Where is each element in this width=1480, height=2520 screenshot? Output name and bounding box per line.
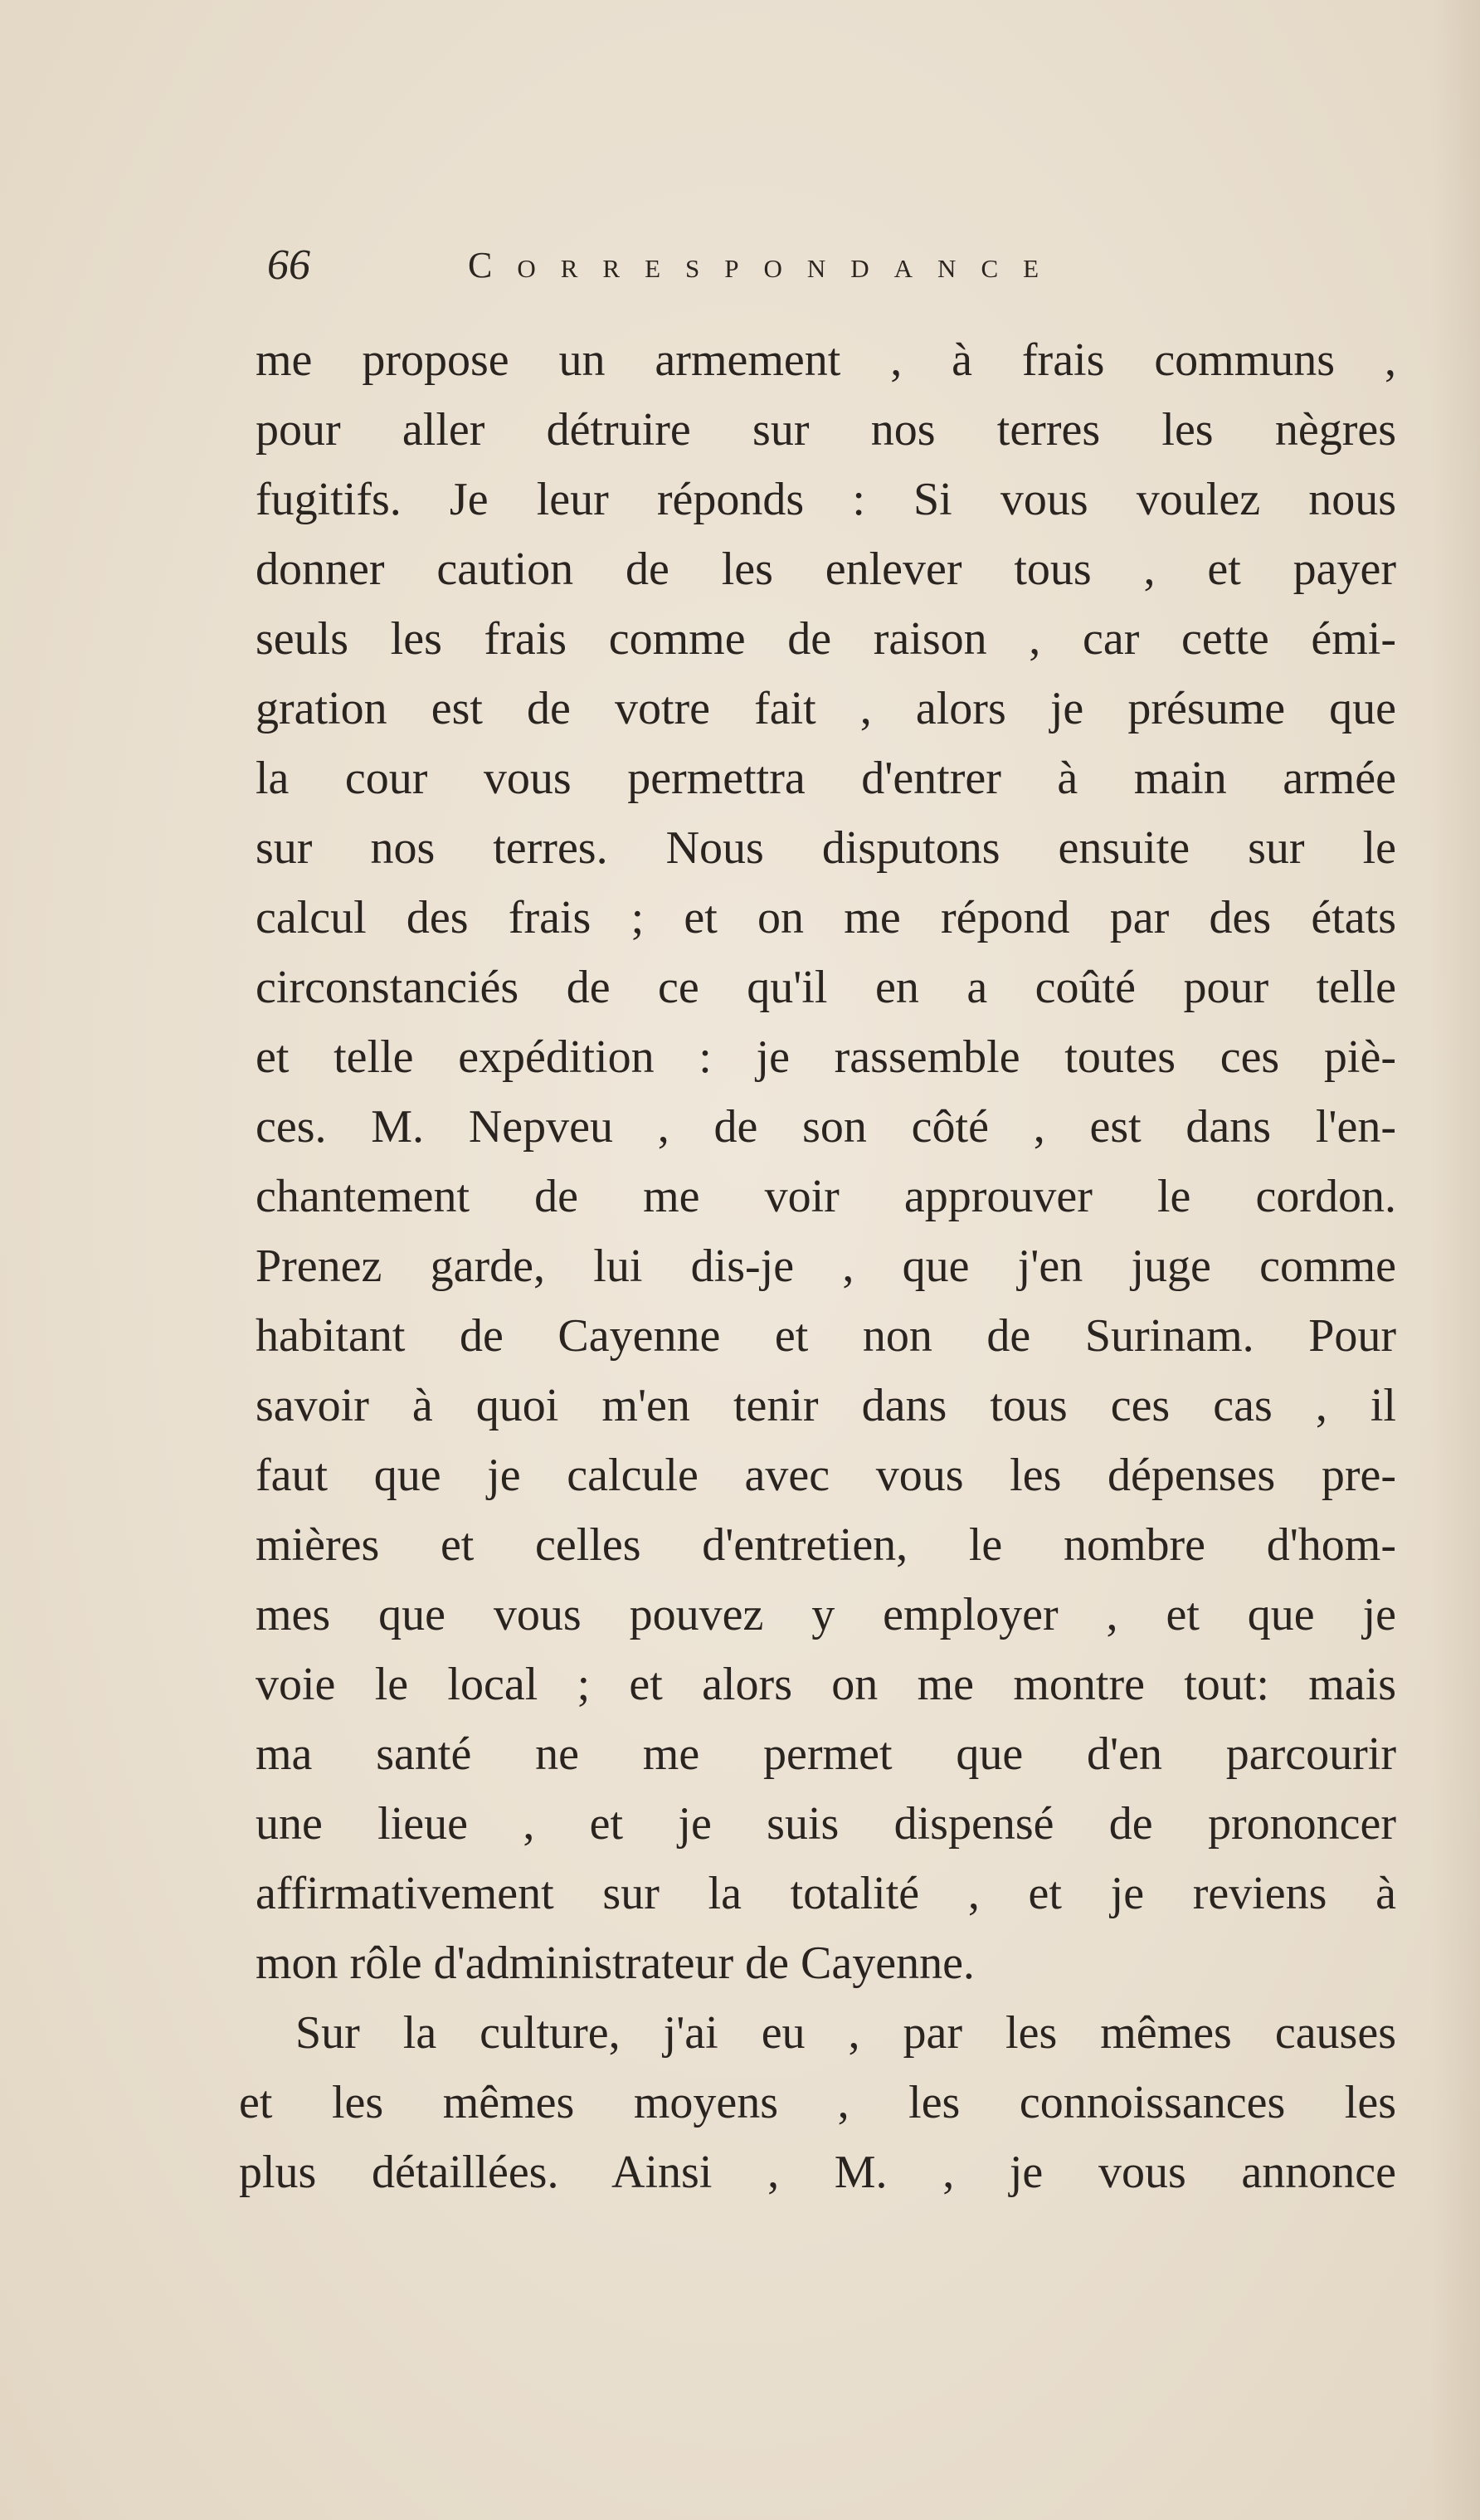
text-line: sur nos terres. Nous disputons ensuite sur le xyxy=(256,822,1396,874)
text-line: habitant de Cayenne et non de Surinam. Pour xyxy=(256,1310,1396,1362)
text-line: voie le local ; et alors on me montre tout: mais xyxy=(256,1659,1396,1710)
text-line: calcul des frais ; et on me répond par des états xyxy=(256,892,1396,943)
text-line: une lieue , et je suis dispensé de prononcer xyxy=(256,1798,1396,1850)
text-line: mon rôle d'administrateur de Cayenne. xyxy=(256,1938,975,1989)
text-line: savoir à quoi m'en tenir dans tous ces cas , il xyxy=(256,1380,1396,1431)
text-line: seuls les frais comme de raison , car cette émi- xyxy=(256,613,1396,665)
paragraph-start-line: Sur la culture, j'ai eu , par les mêmes causes xyxy=(295,2007,1396,2059)
text-line: faut que je calcule avec vous les dépenses pre- xyxy=(256,1450,1396,1501)
text-line: mières et celles d'entretien, le nombre d'hom- xyxy=(256,1519,1396,1571)
text-line: la cour vous permettra d'entrer à main armée xyxy=(256,753,1396,804)
text-line: et telle expédition : je rassemble toutes ces piè- xyxy=(256,1031,1396,1083)
text-line: Prenez garde, lui dis-je , que j'en juge comme xyxy=(256,1241,1396,1292)
text-line: donner caution de les enlever tous , et payer xyxy=(256,543,1396,595)
text-line: mes que vous pouvez y employer , et que je xyxy=(256,1589,1396,1640)
text-line: plus détaillées. Ainsi , M. , je vous annonce xyxy=(239,2147,1396,2198)
text-line: affirmativement sur la totalité , et je reviens à xyxy=(256,1868,1396,1919)
body-text xyxy=(239,325,1396,2207)
text-line: et les mêmes moyens , les connoissances les xyxy=(239,2077,1396,2128)
page-header xyxy=(267,232,1263,299)
text-line: chantement de me voir approuver le cordon. xyxy=(256,1171,1396,1222)
text-line: fugitifs. Je leur réponds : Si vous voulez nous xyxy=(256,474,1396,525)
text-line: gration est de votre fait , alors je présume que xyxy=(256,683,1396,734)
running-title: Correspondance xyxy=(468,245,1064,285)
page-number: 66 xyxy=(267,241,310,289)
text-line: ces. M. Nepveu , de son côté , est dans l'en- xyxy=(256,1101,1396,1153)
text-line: circonstanciés de ce qu'il en a coûté pour telle xyxy=(256,962,1396,1013)
text-line: ma santé ne me permet que d'en parcourir xyxy=(256,1728,1396,1780)
text-line: me propose un armement , à frais communs , xyxy=(256,334,1396,386)
text-line: pour aller détruire sur nos terres les nègres xyxy=(256,404,1396,456)
